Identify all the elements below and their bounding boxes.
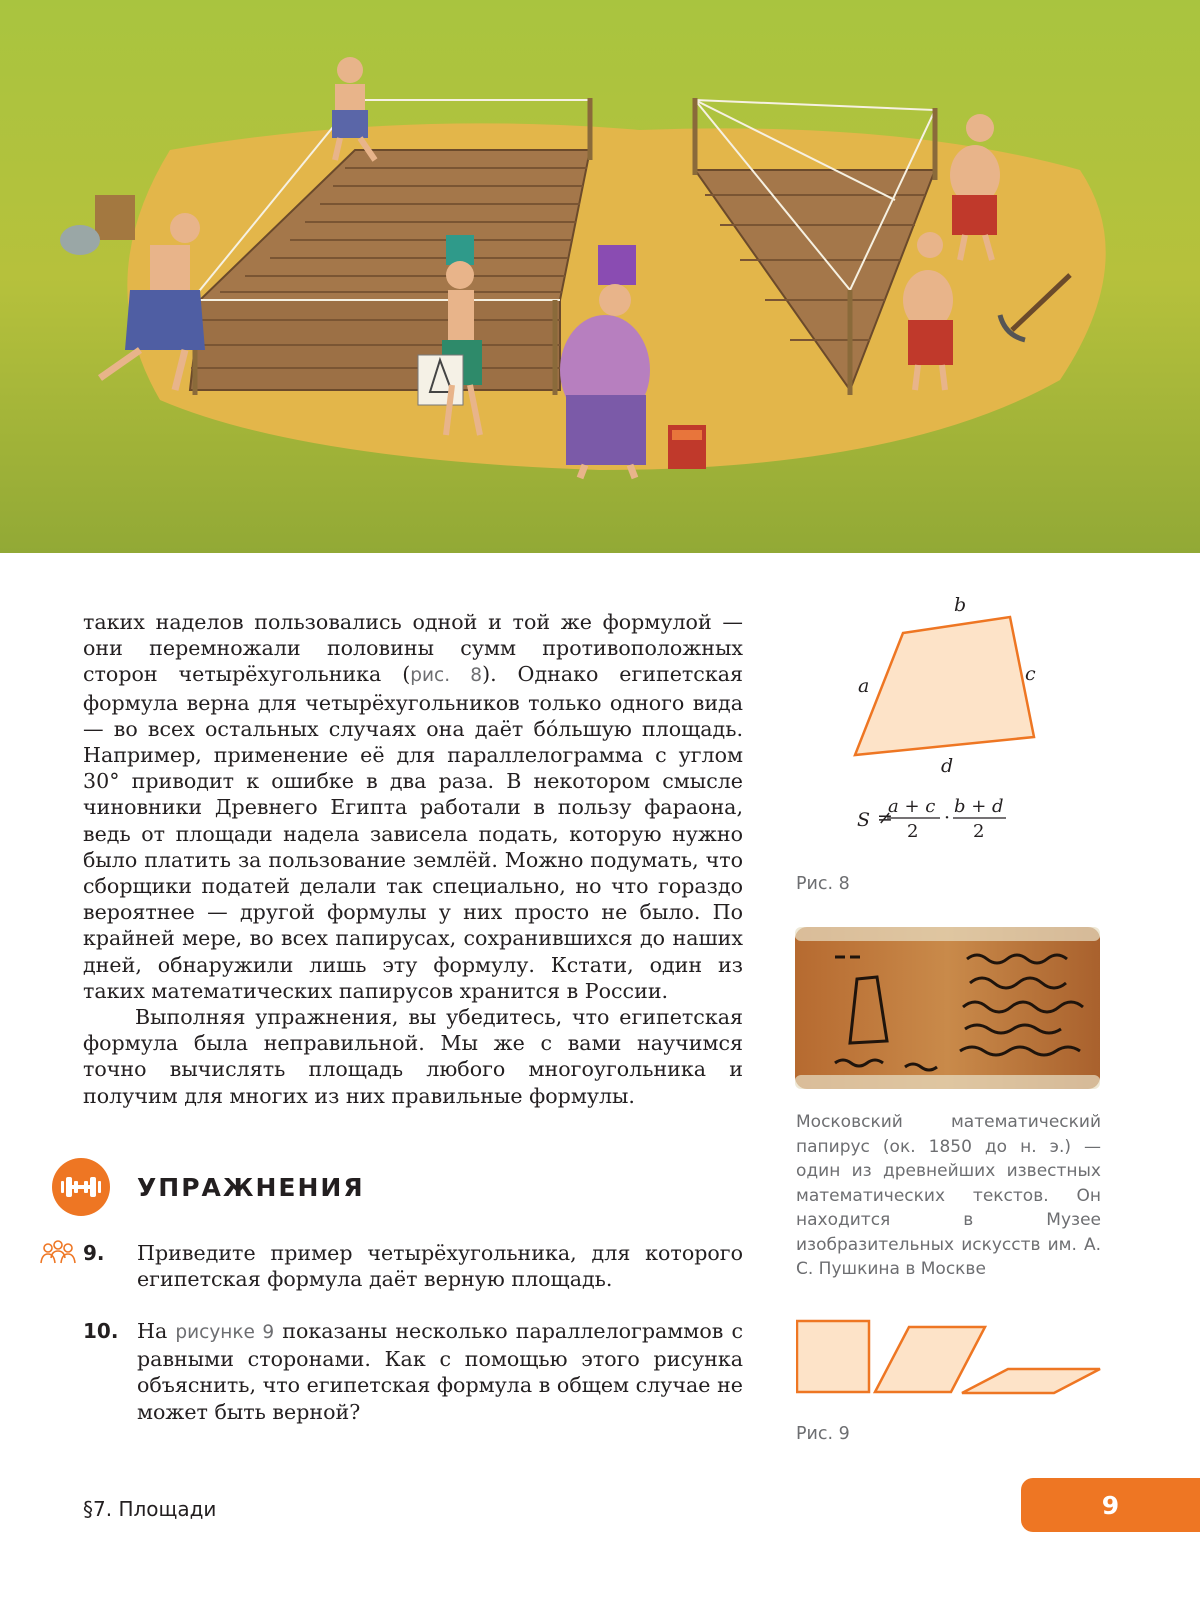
figure-8: [840, 590, 1060, 860]
task-10-text: [137, 1318, 743, 1425]
main-text: [83, 609, 743, 1109]
label-d: d: [941, 755, 954, 777]
formula-dot: ·: [944, 807, 951, 829]
label-b: b: [954, 594, 967, 616]
figure-9-parallelogram-2: [962, 1369, 1100, 1393]
figure-9-caption: Рис. 9: [796, 1424, 850, 1444]
papyrus-caption: Московский математический папирус (ок. 1850 до н. э.) — один из древнейших известных математических текстов. Он находится в Музее изобразительных искусств им. А. С. Пушкина в Москве: [796, 1112, 1101, 1279]
formula-num1: a + c: [888, 796, 936, 817]
group-work-icon: [40, 1239, 76, 1265]
task-10-text-a: На: [137, 1319, 176, 1343]
figure-9: [796, 1316, 1101, 1396]
task-9: [83, 1240, 743, 1292]
paragraph-1-text-b: ). Однако египетская формула верна для четырёхугольников только одного вида — во всех остальных случаях она даёт бóльшую площадь. Например, применение её для параллелограмма с углом 30° приводит к ошибке в два раза. В некотором смысле чиновники Древнего Египта работали в пользу фараона, ведь от площади надела зависела подать, которую нужно было платить за пользование землёй. Можно подумать, что сборщики податей делали так специально, но что гораздо вероятнее — другой формулы у них просто не было. По крайней мере, во всех папирусах, сохранившихся до наших дней, обнаружили лишь эту формулу. Кстати, один из таких математических папирусов хранится в России.: [83, 662, 743, 1003]
egyptian-formula: [857, 796, 1006, 842]
task-9-text: Приведите пример четырёхугольника, для которого египетская формула даёт верную площадь.: [137, 1241, 743, 1292]
formula-neq: ≠: [877, 807, 893, 829]
hero-illustration: [0, 0, 1200, 553]
formula-den2: 2: [973, 821, 985, 842]
figure-8-caption: Рис. 8: [796, 874, 850, 894]
task-9-number: 9.: [83, 1241, 105, 1265]
exercises-header: [52, 1158, 752, 1218]
exercises-title: УПРАЖНЕНИЯ: [137, 1173, 365, 1202]
label-a: a: [858, 675, 870, 697]
task-10-number: 10.: [83, 1319, 119, 1343]
page-number: 9: [1021, 1478, 1200, 1532]
figure-9-parallelogram-1: [875, 1327, 985, 1392]
task-10-text-b: показаны несколько параллелограммов с равными сторонами. Как с помощью этого рисунка объяснить, что египетская формула в общем случае не может быть верной?: [137, 1319, 743, 1424]
figure-8-reference-link[interactable]: рис. 8: [410, 665, 483, 687]
figure-8-quadrilateral: [855, 617, 1034, 755]
figure-9-reference-link[interactable]: рисунке 9: [175, 1322, 275, 1343]
exercises-icon: [52, 1158, 110, 1216]
figure-9-square: [797, 1321, 869, 1392]
formula-num2: b + d: [954, 796, 1004, 817]
section-title: §7. Площади: [83, 1497, 217, 1521]
paragraph-2: Выполняя упражнения, вы убедитесь, что египетская формула была неправильной. Мы же с вами научимся точно вычислять площадь любого многоугольника и получим для многих из них правильные формулы.: [83, 1005, 743, 1108]
formula-S: S: [857, 809, 871, 831]
paragraph-1-text-a: таких наделов пользовались одной и той же формулой — они перемножали половины сумм противоположных сторон четырёхугольника (: [83, 610, 743, 687]
papyrus-photo: [795, 927, 1100, 1089]
gift-boxes: [668, 425, 706, 469]
formula-den1: 2: [907, 821, 919, 842]
paragraph-1: [83, 609, 743, 1004]
task-10: [83, 1318, 743, 1425]
dumbbell-icon: [52, 1158, 110, 1216]
label-c: c: [1025, 663, 1036, 685]
